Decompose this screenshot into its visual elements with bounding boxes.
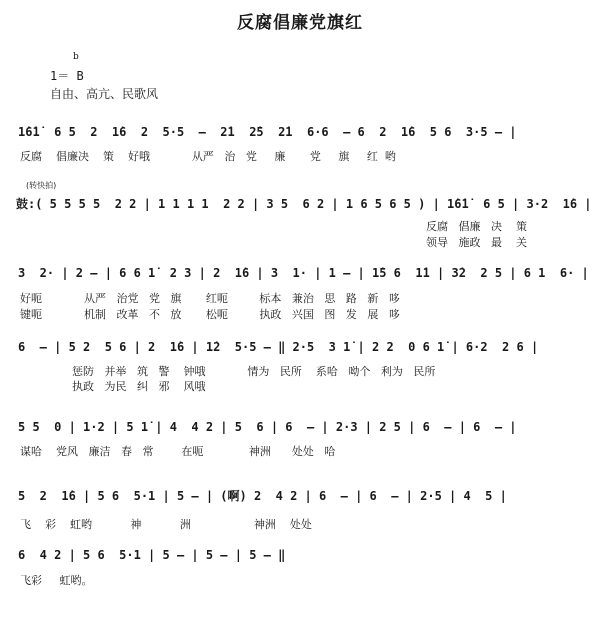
tempo-marking: 自由、高亢、民歌风 <box>50 87 159 101</box>
score-row-3-lyrics-2: 键呃 机制 改革 不 放 松呃 执政 兴国 图 发 展 哆 <box>20 308 400 321</box>
score-row-5-notes: 5 5 0 | 1·2 | 5 1̇ | 4 4 2 | 5 6 | 6 — | 2·3 | 2 5 | 6 — | 6 — | <box>18 420 517 434</box>
score-row-7-lyrics: 飞彩 虹哟。 <box>20 574 93 587</box>
key-flat-sign: b <box>73 52 79 62</box>
score-row-1-lyrics: 反腐 倡廉决 策 好哦 从严 治 党 廉 党 旗 红 哟 <box>20 150 396 163</box>
score-row-4-lyrics-1: 惩防 并举 筑 警 钟哦 情为 民所 系哈 呦个 利为 民所 <box>72 365 436 378</box>
score-row-4-lyrics-2: 执政 为民 纠 邪 风哦 <box>72 380 206 393</box>
score-row-3-lyrics-1: 好呃 从严 治党 党 旗 红呃 标本 兼治 思 路 新 哆 <box>20 292 400 305</box>
score-row-6-notes: 5 2 1̇6 | 5 6 5·1 | 5 — | (啊) 2 4 2 | 6 — | 6 — | 2·5 | 4 5 | <box>18 489 507 503</box>
score-row-2-notes: 鼓:( 5 5 5 5 2 2 | 1 1 1 1 2 2 | 3 5 6 2 | 1 6 5 6 5 ) | 1̇6̇1̇ 6 5 | 3·2 1̇6 | <box>16 197 592 211</box>
score-row-4-notes: 6 — | 5 2 5 6 | 2 1̇6 | 1̇2 5·5 — ‖ 2·5 3 1̇ | 2 2 0 6 1̇ | 6·2 2 6 | <box>18 340 539 354</box>
score-row-7-notes: 6 4 2 | 5 6 5·1 | 5 — | 5 — | 5 — ‖ <box>18 548 286 562</box>
score-row-2-lyrics-2: 领导 施政 最 关 <box>426 236 527 249</box>
score-row-1-notes: 1̇6̇1̇ 6 5 2 1̇6 2 5·5 — 2̇1 2̇5 2̇1 6·6 — 6 2 1̇6 5 6 3·5 — | <box>18 125 517 139</box>
key-signature: 1＝ B <box>50 69 84 83</box>
score-row-2-label: (转快拍) <box>26 181 57 190</box>
song-title: 反腐倡廉党旗红 <box>237 13 363 33</box>
score-row-6-lyrics: 飞 彩 虹哟 神 洲 神洲 处处 <box>20 518 312 531</box>
score-row-2-lyrics-1: 反腐 倡廉 决 策 <box>426 220 527 233</box>
score-row-5-lyrics: 谋哈 党风 廉洁 春 常 在呃 神洲 处处 哈 <box>20 445 336 458</box>
score-row-3-notes: 3 2· | 2 — | 6 6 1̇ 2 3 | 2 1̇6 | 3 1· | 1 — | 1̇5 6 1̇1 | 3̇2 2 5 | 6 1 6· | <box>18 266 589 280</box>
